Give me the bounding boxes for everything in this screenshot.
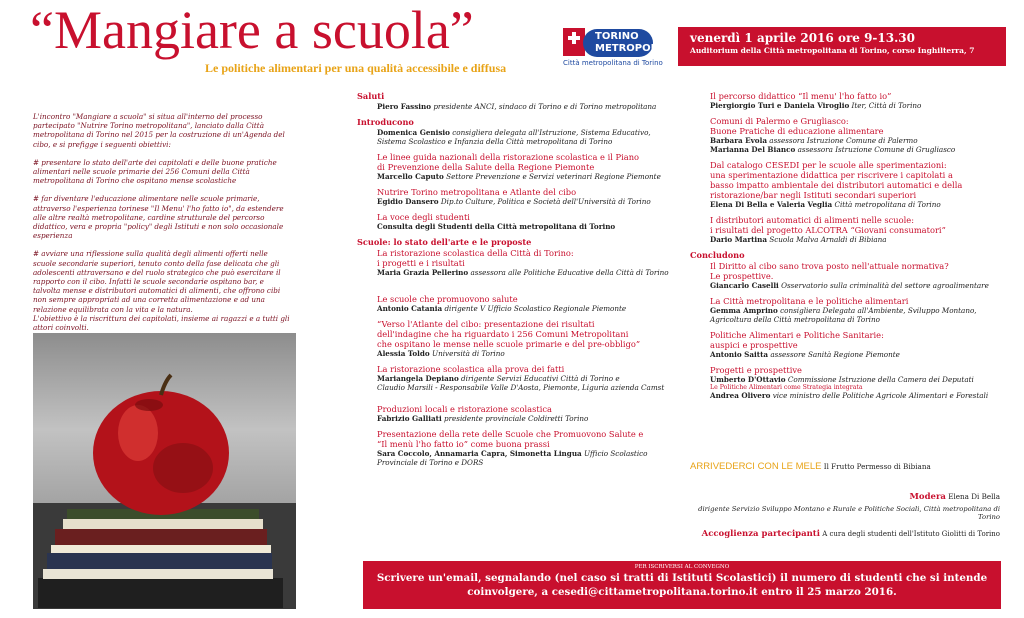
program-item bbox=[357, 364, 677, 392]
arrivederci-text: Il Frutto Permesso di Bibiana bbox=[823, 462, 931, 471]
apple-on-books-photo bbox=[33, 333, 296, 609]
welcome-text: A cura degli studenti dell'Istituto Giolitti di Torino bbox=[822, 530, 1000, 538]
speaker-name: Egidio Dansero bbox=[377, 197, 439, 206]
speaker-role: presidente ANCI, sindaco di Torino e di Torino metropolitana bbox=[433, 102, 657, 111]
speaker-name: Maria Grazia Pellerino bbox=[377, 268, 469, 277]
program-item bbox=[690, 91, 1010, 110]
speaker-role: Commissione Istruzione della Camera dei Deputati bbox=[787, 375, 974, 384]
intro-paragraph: L'incontro "Mangiare a scuola" si situa all'interno del processo partecipato "Nutrire Torino metropolitana", lanciato dalla Città metropolitana di Torino nel 2015 per la costruzione di un'Agenda del cibo, e si prefigge i seguenti obiettivi: bbox=[33, 112, 285, 149]
program-item bbox=[690, 160, 1010, 209]
speaker-role: Scuola Malva Arnaldi di Bibiana bbox=[769, 235, 887, 244]
section-heading: Introducono bbox=[357, 117, 414, 127]
talk-title: Le linee guida nazionali della ristorazione scolastica e il Piano bbox=[377, 152, 640, 162]
speaker-role: assessora Istruzione Comune di Grugliasco bbox=[797, 145, 956, 154]
speaker-role: Sistema Scolastico e Infanzia della Città metropolitana di Torino bbox=[377, 137, 613, 146]
speaker-name: Dario Martina bbox=[710, 235, 768, 244]
talk-title: che ospitano le mense nelle scuole primarie e del pre-obbligo” bbox=[377, 339, 641, 349]
speaker-role: Università di Torino bbox=[432, 349, 505, 358]
speaker-name: Giancarlo Caselli bbox=[710, 281, 779, 290]
talk-title: “Verso l'Atlante del cibo: presentazione dei risultati bbox=[377, 319, 595, 329]
speaker-role: Settore Prevenzione e Servizi veterinari Regione Piemonte bbox=[446, 172, 661, 181]
page-title: “Mangiare a scuola” bbox=[30, 0, 474, 60]
speaker-role: Osservatorio sulla criminalità del settore agroalimentare bbox=[781, 281, 989, 290]
talk-title: i risultati del progetto ALCOTRA “Giovani consumatori” bbox=[710, 225, 946, 235]
talk-title: Il percorso didattico “Il menu' l'ho fatto io” bbox=[710, 91, 892, 101]
talk-title: di Prevenzione della Salute della Regione Piemonte bbox=[377, 162, 595, 172]
speaker-role: dirigente Servizi Educativi Città di Torino e bbox=[461, 374, 620, 383]
speaker-name: Piergiorgio Turi e Daniela Viroglio bbox=[710, 101, 850, 110]
event-date: venerdì 1 aprile 2016 ore 9-13.30 bbox=[690, 31, 915, 45]
program-item bbox=[357, 248, 677, 277]
talk-title: Le prospettive. bbox=[710, 271, 774, 281]
moderator-description: dirigente Servizio Sviluppo Montano e Rurale e Politiche Sociali, Città metropolitana di Torino bbox=[698, 505, 1000, 521]
program-column-middle bbox=[357, 91, 677, 473]
speaker-role: presidente provinciale Coldiretti Torino bbox=[444, 414, 589, 423]
moderator-name: Elena Di Bella bbox=[948, 492, 1000, 501]
talk-title: Il Diritto al cibo sano trova posto nell'attuale normativa? bbox=[710, 261, 949, 271]
speaker-name: Barbara Evola bbox=[710, 136, 767, 145]
talk-title: La voce degli studenti bbox=[377, 212, 470, 222]
program-item bbox=[690, 261, 1010, 290]
welcome-block bbox=[690, 529, 1000, 539]
talk-title: Buone Pratiche di educazione alimentare bbox=[710, 126, 884, 136]
speaker-role: Agricoltura della Città metropolitana di Torino bbox=[710, 315, 880, 324]
talk-title: ristorazione/bar negli Istituti secondari superiori bbox=[710, 190, 917, 200]
speaker-role: Città metropolitana di Torino bbox=[834, 200, 941, 209]
registration-label: PER ISCRIVERSI AL CONVEGNO bbox=[634, 564, 730, 570]
talk-title: dell'indagine che ha riguardato i 256 Comuni Metropolitani bbox=[377, 329, 629, 339]
registration-line: coinvolgere, a cesedi@cittametropolitana.torino.it entro il 25 marzo 2016. bbox=[467, 586, 897, 598]
logo-wordmark bbox=[583, 29, 661, 57]
talk-title: Produzioni locali e ristorazione scolastica bbox=[377, 404, 552, 414]
speaker-role: Claudio Marsili - Responsabile Valle D'Aosta, Piemonte, Liguria azienda Camst bbox=[377, 383, 665, 392]
program-item bbox=[357, 102, 677, 111]
program-item bbox=[357, 212, 677, 231]
speaker-name: Consulta degli Studenti della Città metropolitana di Torino bbox=[377, 222, 616, 231]
arrivederci-heading: ARRIVEDERCI CON LE MELE bbox=[690, 461, 822, 472]
speaker-role: Iter, Città di Torino bbox=[851, 101, 922, 110]
event-banner bbox=[678, 27, 1006, 66]
logo-line1: TORINO bbox=[595, 31, 639, 42]
speaker-role: consigliera delegata all'Istruzione, Sistema Educativo, bbox=[452, 128, 651, 137]
program-item bbox=[357, 294, 677, 313]
intro-paragraph: L'obiettivo è la riscrittura dei capitolati, insieme ai ragazzi e a tutti gli attori coinvolti. bbox=[33, 313, 290, 333]
speaker-name: Gemma Amprino bbox=[710, 306, 778, 315]
talk-title: Dal catalogo CESEDI per le scuole alle sperimentazioni: bbox=[710, 160, 947, 170]
intro-paragraph: # presentare lo stato dell'arte dei capitolati e delle buone pratiche alimentari nelle scuole primarie dei 256 Comuni della Città metropolitana di Torino che ospitano mense scolastiche bbox=[33, 157, 277, 186]
talk-subtitle: Le Politiche Alimentari come Strategia integrata bbox=[710, 384, 863, 391]
speaker-name: Antonio Saitta bbox=[710, 350, 769, 359]
talk-title: La ristorazione scolastica alla prova dei fatti bbox=[377, 364, 565, 374]
talk-title: basso impatto ambientale dei distributori automatici e della bbox=[710, 180, 963, 190]
speaker-role: assessora Istruzione Comune di Palermo bbox=[769, 136, 918, 145]
talk-title: Politiche Alimentari e Politiche Sanitarie: bbox=[710, 330, 884, 340]
moderator-label: Modera bbox=[909, 492, 946, 502]
closing-line bbox=[690, 461, 931, 472]
talk-title: La ristorazione scolastica della Città di Torino: bbox=[377, 248, 574, 258]
talk-title: Le scuole che promuovono salute bbox=[377, 294, 518, 304]
speaker-role: assessora alle Politiche Educative della Città di Torino bbox=[470, 268, 669, 277]
speaker-name: Alessia Toldo bbox=[377, 349, 430, 358]
intro-text bbox=[33, 112, 291, 332]
cross-flag-icon bbox=[563, 28, 585, 56]
intro-paragraph: # far diventare l'educazione alimentare nelle scuole primarie, attraverso l'esperienza torinese "Il Menu' l'ho fatto io", da estendere alle altre realtà metropolitane, cardine strutturale del percorso didattico, vera e propria "policy" degli Istituti e non solo occasionale esperienza bbox=[33, 194, 284, 241]
talk-title: La Città metropolitana e le politiche alimentari bbox=[710, 296, 909, 306]
talk-title: I distributori automatici di alimenti nelle scuole: bbox=[710, 215, 915, 225]
speaker-role: dirigente V Ufficio Scolastico Regionale Piemonte bbox=[444, 304, 627, 313]
talk-title: Presentazione della rete delle Scuole che Promuovono Salute e bbox=[377, 429, 644, 439]
speaker-name: Fabrizio Galliati bbox=[377, 414, 442, 423]
program-item bbox=[690, 296, 1010, 324]
talk-title: Comuni di Palermo e Grugliasco: bbox=[710, 116, 849, 126]
program-item bbox=[357, 404, 677, 423]
event-place: Auditorium della Città metropolitana di Torino, corso Inghilterra, 7 bbox=[690, 46, 975, 55]
speaker-name: Antonio Catania bbox=[377, 304, 443, 313]
speaker-role: Dip.to Culture, Politica e Società dell'Università di Torino bbox=[440, 197, 651, 206]
apple-illustration bbox=[33, 333, 296, 609]
registration-banner bbox=[363, 561, 1001, 609]
speaker-name: Sara Coccolo, Annamaria Capra, Simonetta Lingua bbox=[377, 449, 582, 458]
talk-title: auspici e prospettive bbox=[710, 340, 798, 350]
talk-title: i progetti e i risultati bbox=[377, 258, 465, 268]
logo-line2: METROPOLI bbox=[595, 43, 661, 54]
program-item bbox=[357, 128, 677, 146]
speaker-name: Elena Di Bella e Valeria Veglia bbox=[710, 200, 833, 209]
talk-title: Progetti e prospettive bbox=[710, 365, 802, 375]
speaker-name: Marianna Del Bianco bbox=[710, 145, 796, 154]
torino-metropoli-logo bbox=[563, 28, 663, 76]
speaker-name: Piero Fassino bbox=[377, 102, 432, 111]
registration-line: Scrivere un'email, segnalando (nel caso si tratti di Istituti Scolastici) il numero di studenti che si intende bbox=[376, 572, 988, 584]
speaker-role: assessore Sanità Regione Piemonte bbox=[770, 350, 900, 359]
section-heading: Scuole: lo stato dell'arte e le proposte bbox=[357, 237, 532, 247]
speaker-role: vice ministro delle Politiche Agricole Alimentari e Forestali bbox=[772, 391, 989, 400]
program-item bbox=[357, 152, 677, 181]
section-heading: Saluti bbox=[357, 91, 385, 101]
program-item bbox=[357, 429, 677, 467]
welcome-label: Accoglienza partecipanti bbox=[701, 529, 820, 539]
program-item bbox=[357, 187, 677, 206]
talk-title: una sperimentazione didattica per riscrivere i capitolati a bbox=[710, 170, 953, 180]
speaker-name: Umberto D'Ottavio bbox=[710, 375, 786, 384]
intro-paragraph: # avviare una riflessione sulla qualità degli alimenti offerti nelle scuole secondarie superiori, tenuto conto della fase delicata che gli adolescenti attraversano e del ruolo strategico che può esercitare il rapporto con il cibo. Infatti le scuole secondarie ospitano bar, e talvolta mense e distributori automatici di alimenti, che offrono cibi non sempre appropriati ad una corretta alimentazione e ad una relazione equilibrata con la vita e la natura. bbox=[33, 249, 281, 314]
speaker-name: Marcello Caputo bbox=[377, 172, 444, 181]
speaker-name: Domenica Genisio bbox=[377, 128, 450, 137]
talk-title: Nutrire Torino metropolitana e Atlante del cibo bbox=[377, 187, 577, 197]
speaker-role: consigliera Delegata all'Ambiente, Sviluppo Montano, bbox=[780, 306, 977, 315]
speaker-role: Provinciale di Torino e DORS bbox=[377, 458, 484, 467]
logo-caption: Città metropolitana di Torino bbox=[563, 59, 663, 67]
speaker-name: Mariangela Depiano bbox=[377, 374, 459, 383]
moderator-block bbox=[690, 492, 1000, 521]
speaker-name: Andrea Olivero bbox=[710, 391, 771, 400]
speaker-role: Ufficio Scolastico bbox=[584, 449, 648, 458]
program-item bbox=[690, 215, 1010, 244]
program-item bbox=[690, 116, 1010, 154]
program-column-right bbox=[690, 91, 1010, 406]
section-heading: Concludono bbox=[690, 250, 745, 260]
talk-title: “Il menù l'ho fatto io” come buona prassi bbox=[377, 439, 550, 449]
page-subtitle: Le politiche alimentari per una qualità accessibile e diffusa bbox=[205, 61, 507, 75]
program-item bbox=[690, 330, 1010, 359]
program-item bbox=[357, 319, 677, 358]
program-item bbox=[690, 365, 1010, 400]
